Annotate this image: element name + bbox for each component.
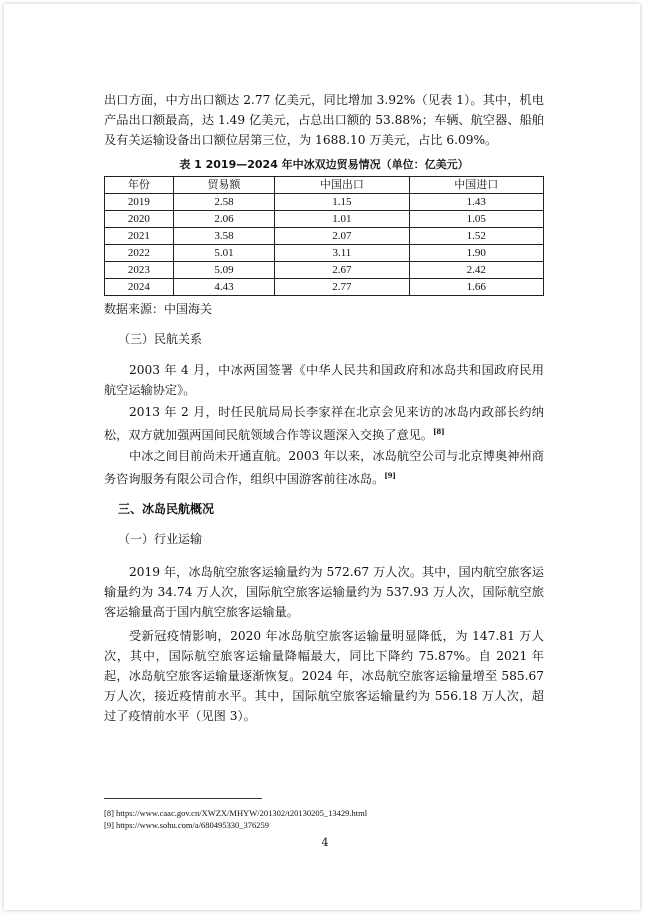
table-cell: 2024 xyxy=(105,279,174,296)
table-row xyxy=(105,211,544,228)
table-row xyxy=(105,279,544,296)
table-cell: 2019 xyxy=(105,194,174,211)
col-header-trade: 贸易额 xyxy=(173,177,275,194)
table-cell: 4.43 xyxy=(173,279,275,296)
paragraph-exports xyxy=(104,90,544,150)
footnote-8[interactable]: [8] https://www.caac.gov.cn/XWZX/MHYW/201302/t20130205_13429.html xyxy=(104,808,368,818)
paragraph-2013-text: 2013 年 2 月，时任民航局局长李家祥在北京会见来访的冰岛内政部长约纳松，双方就加强两国间民航领域合作等议题深入交换了意见。 xyxy=(104,405,544,443)
table-row xyxy=(105,245,544,262)
paragraph-direct-flight xyxy=(104,446,544,489)
table-cell: 3.58 xyxy=(173,228,275,245)
table-source: 数据来源：中国海关 xyxy=(104,302,213,316)
table-row xyxy=(105,228,544,245)
col-header-year: 年份 xyxy=(105,177,174,194)
paragraph-2003 xyxy=(104,360,544,400)
footnote-ref-8[interactable]: [8] xyxy=(433,427,445,436)
paragraph-direct-text: 中冰之间目前尚未开通直航。2003 年以来，冰岛航空公司与北京博奥神州商务咨询服务有限公司合作，组织中国游客前往冰岛。 xyxy=(104,449,544,487)
table-caption: 表 1 2019—2024 年中冰双边贸易情况（单位：亿美元） xyxy=(179,158,469,171)
table-cell: 2.42 xyxy=(409,262,543,279)
table-cell: 1.01 xyxy=(275,211,409,228)
footnote-9[interactable]: [9] https://www.sohu.com/a/680495330_376259 xyxy=(104,820,269,830)
paragraph-2003-text: 2003 年 4 月，中冰两国签署《中华人民共和国政府和冰岛共和国政府民用航空运输协定》。 xyxy=(104,363,544,397)
table-row xyxy=(105,194,544,211)
table-cell: 2.07 xyxy=(275,228,409,245)
table-cell: 1.52 xyxy=(409,228,543,245)
table-cell: 1.90 xyxy=(409,245,543,262)
paragraph-direct-body xyxy=(104,446,544,489)
trade-table xyxy=(104,176,544,296)
table-header-row xyxy=(105,177,544,194)
col-header-export: 中国出口 xyxy=(275,177,409,194)
table-cell: 2.58 xyxy=(173,194,275,211)
table-cell: 5.09 xyxy=(173,262,275,279)
subsection-transport: （一）行业运输 xyxy=(118,532,203,546)
table-cell: 5.01 xyxy=(173,245,275,262)
page-number: 4 xyxy=(321,836,329,849)
section-civil-aviation: （三）民航关系 xyxy=(118,332,203,346)
table-cell: 2022 xyxy=(105,245,174,262)
table-row xyxy=(105,262,544,279)
heading-iceland-aviation: 三、冰岛民航概况 xyxy=(118,502,215,516)
footnote-divider xyxy=(104,798,262,799)
table-cell: 2023 xyxy=(105,262,174,279)
table-cell: 1.15 xyxy=(275,194,409,211)
paragraph-2019 xyxy=(104,562,544,622)
table-cell: 2.06 xyxy=(173,211,275,228)
footnote-ref-9[interactable]: [9] xyxy=(384,471,396,480)
table-cell: 3.11 xyxy=(275,245,409,262)
paragraph-exports-text: 出口方面，中方出口额达 2.77 亿美元，同比增加 3.92%（见表 1）。其中，机电产品出口额最高，达 1.49 亿美元，占总出口额的 53.88%；车辆、航空器、船舶及有关运输设备出口额位居第三位，为 1688.10 万美元，占比 6.09%。 xyxy=(104,93,544,147)
paragraph-2013-body xyxy=(104,402,544,445)
table-cell: 1.66 xyxy=(409,279,543,296)
paragraph-2019-text: 2019 年，冰岛航空旅客运输量约为 572.67 万人次。其中，国内航空旅客运输量约为 34.74 万人次，国际航空旅客运输量约为 537.93 万人次，国际航空旅客运输量高于国内航空旅客运输量。 xyxy=(104,565,544,619)
table-cell: 2.67 xyxy=(275,262,409,279)
paragraph-2013 xyxy=(104,402,544,445)
col-header-import: 中国进口 xyxy=(409,177,543,194)
table-cell: 1.05 xyxy=(409,211,543,228)
paragraph-covid xyxy=(104,626,544,726)
table-cell: 2021 xyxy=(105,228,174,245)
table-cell: 2.77 xyxy=(275,279,409,296)
table-cell: 1.43 xyxy=(409,194,543,211)
paragraph-covid-text: 受新冠疫情影响，2020 年冰岛航空旅客运输量明显降低，为 147.81 万人次，其中，国际航空旅客运输量降幅最大，同比下降约 75.87%。自 2021 年起，冰岛航空旅客运输量逐渐恢复。2024 年，冰岛航空旅客运输量增至 585.67 万人次，接近疫情前水平。其中，国际航空旅客运输量约为 556.18 万人次，超过了疫情前水平（见图 3）。 xyxy=(104,629,544,723)
table-cell: 2020 xyxy=(105,211,174,228)
